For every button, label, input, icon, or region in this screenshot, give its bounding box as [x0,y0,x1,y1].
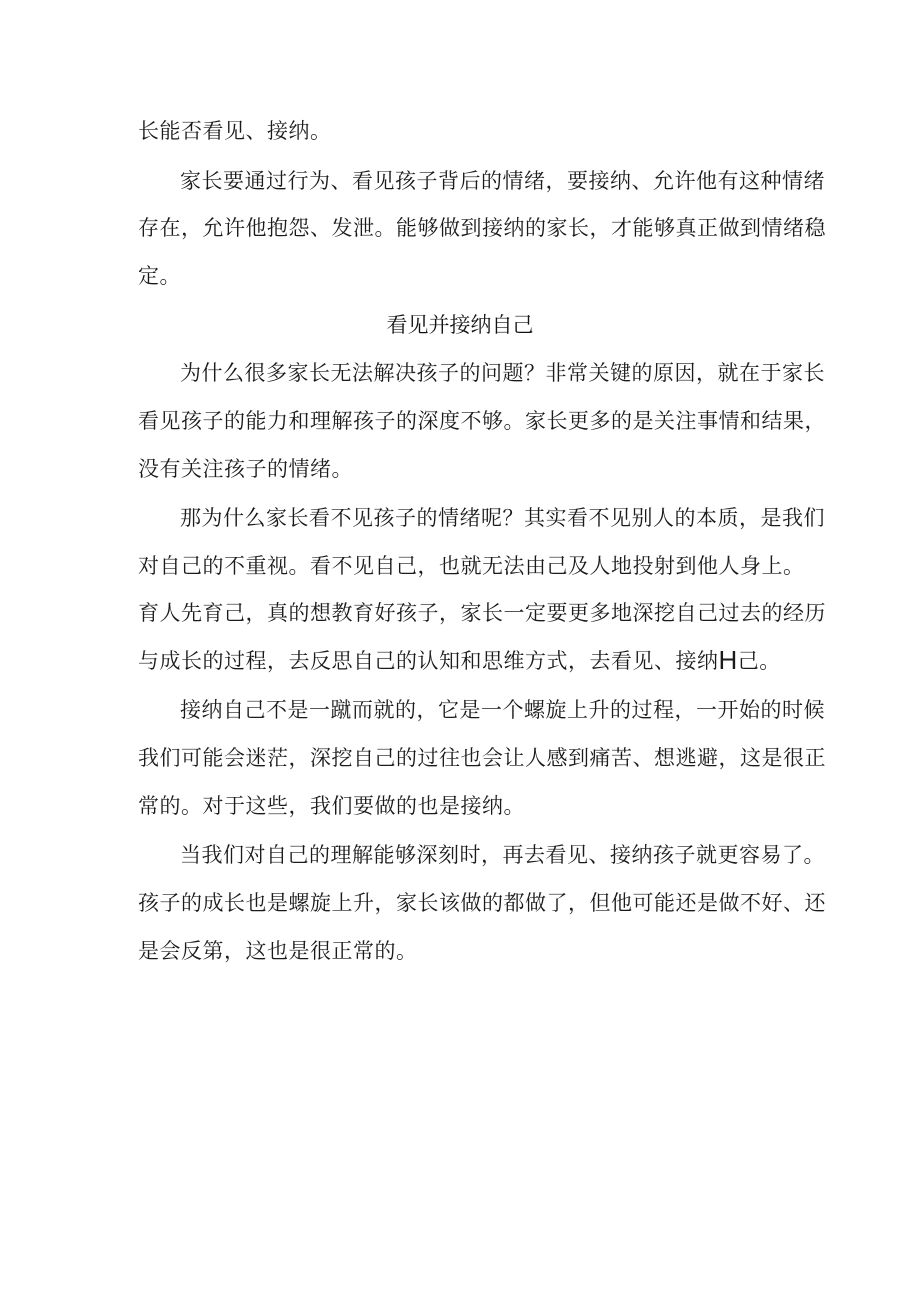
paragraph-5-line-3: 常的。对于这些，我们要做的也是接纳。 [138,794,525,818]
paragraph-2-line-3: 没有关注孩子的情绪。 [138,457,353,481]
paragraph-2-line-1: 为什么很多家长无法解决孩子的问题？非常关键的原因，就在于家长 [180,361,825,385]
paragraph-5-line-1: 接纳自己不是一蹴而就的，它是一个螺旋上升的过程，一开始的时候 [180,698,825,722]
paragraph-4-line-2 [138,647,781,675]
paragraph-6-line-2: 孩子的成长也是螺旋上升，家长该做的都做了，但他可能还是做不好、还 [138,891,826,915]
paragraph-6-line-1: 当我们对自己的理解能够深刻时，再去看见、接纳孩子就更容易了。 [180,843,825,867]
paragraph-6-line-3: 是会反第，这也是很正常的。 [138,939,418,963]
paragraph-1-line-3: 定。 [138,264,181,288]
intro-line-1: 长能否看见、接纳。 [138,119,332,143]
paragraph-1-line-2: 存在，允许他抱怨、发泄。能够做到接纳的家长，才能够真正做到情绪稳 [138,216,826,240]
paragraph-4-stray-glyph: H [718,645,738,675]
section-title: 看见并接纳自己 [386,313,534,337]
paragraph-2-line-2: 看见孩子的能力和理解孩子的深度不够。家长更多的是关注事情和结果， [138,409,826,433]
paragraph-4-line-1: 育人先育己，真的想教育好孩子，家长一定要更多地深挖自己过去的经历 [138,601,826,625]
paragraph-5-line-2: 我们可能会迷茫，深挖自己的过往也会让人感到痛苦、想逃避，这是很正 [138,746,826,770]
paragraph-4-line-2-text-c: 己。 [737,649,781,673]
paragraph-4-line-2-text-a: 与成长的过程，去反思自己的认知和思维方式，去看见、接纳 [138,649,719,673]
paragraph-1-line-1: 家长要通过行为、看见孩子背后的情绪，要接纳、允许他有这种情绪 [180,169,825,193]
paragraph-3-line-2: 对自己的不重视。看不见自己，也就无法由己及人地投射到他人身上。 [138,554,805,578]
paragraph-3-line-1: 那为什么家长看不见孩子的情绪呢？其实看不见别人的本质，是我们 [180,506,825,530]
